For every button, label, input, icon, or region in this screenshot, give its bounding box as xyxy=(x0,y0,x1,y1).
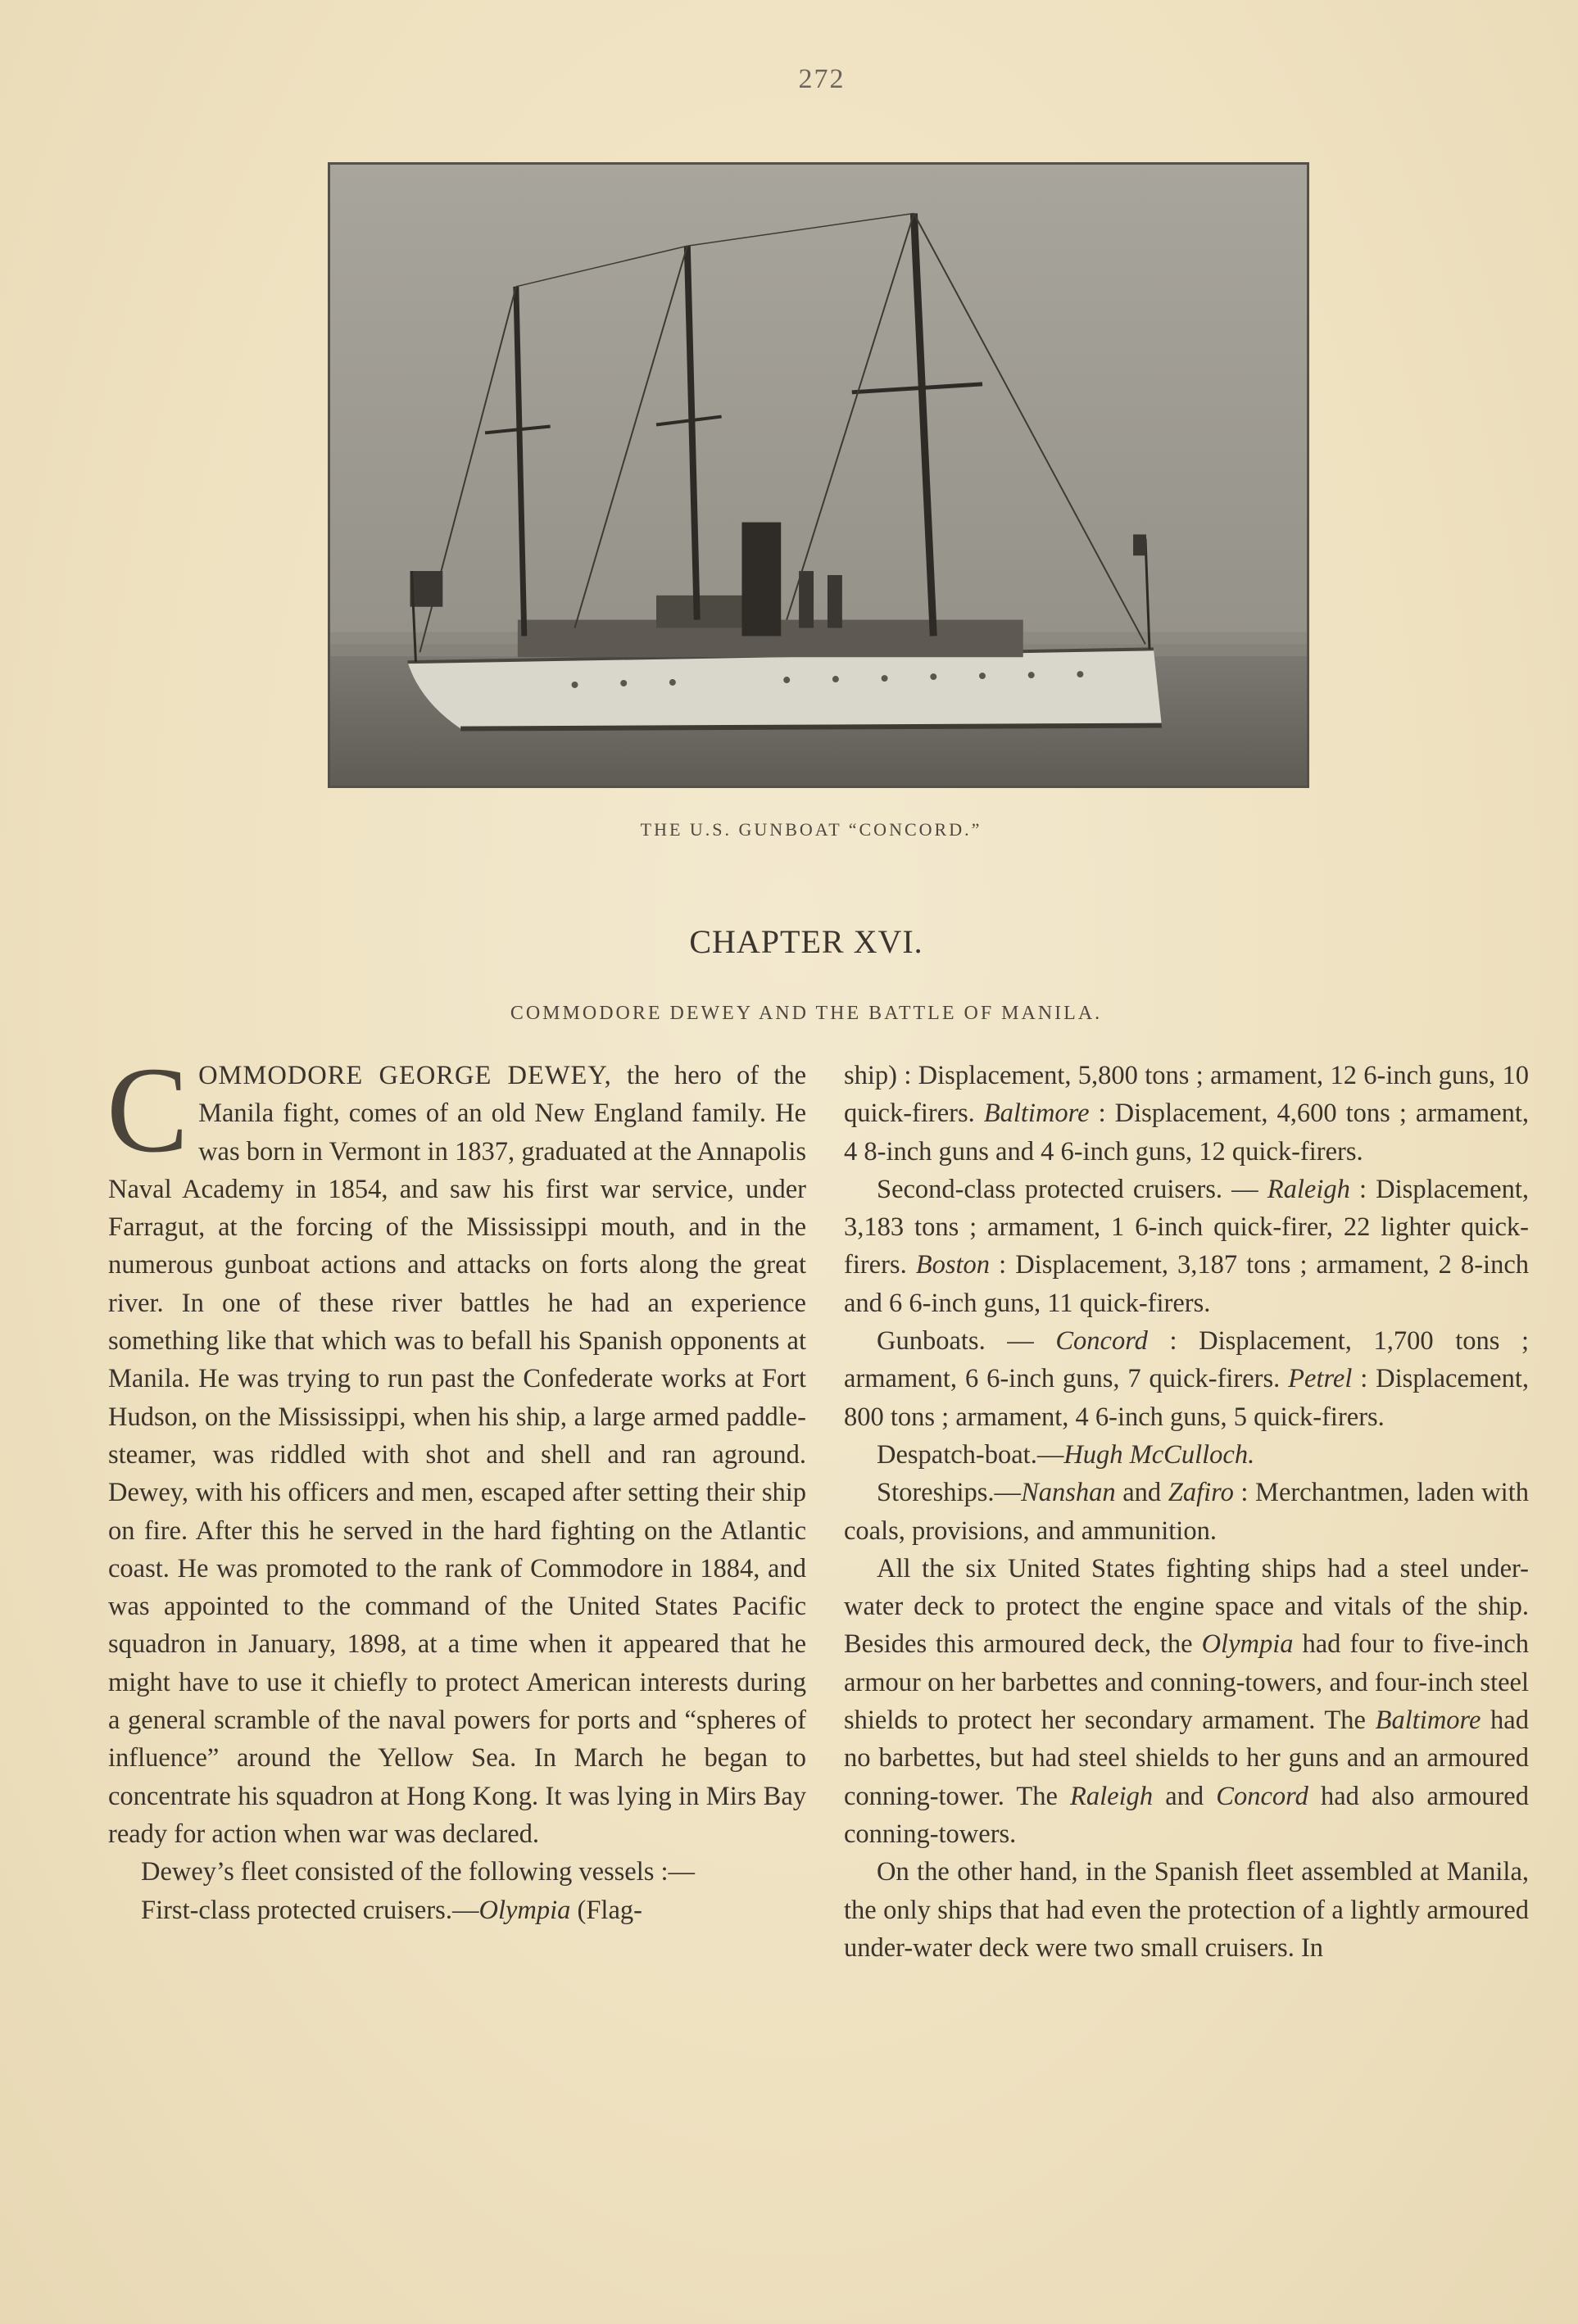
paragraph xyxy=(108,1891,806,1929)
paragraph-text: : Merchantmen, laden with coals, provisions, and ammunition. xyxy=(844,1478,1529,1546)
paragraph xyxy=(844,1436,1529,1474)
paragraph xyxy=(844,1057,1529,1171)
paragraph-text: ship) : Displacement, 5,800 tons ; armament, 12 6-inch guns, 10 quick-firers. xyxy=(844,1061,1529,1129)
page-number: 272 xyxy=(798,64,846,94)
ship-name: Olympia xyxy=(478,1895,571,1925)
vent-2 xyxy=(828,575,842,627)
paragraph: On the other hand, in the Spanish fleet assembled at Manila, the only ships that had even the protection of a lightly armoured under-water deck were two small cruisers. In xyxy=(844,1857,1529,1963)
paragraph-text: : Displacement, 4,600 tons ; armament, 4 8-inch guns and 4 6-inch guns, 12 quick-firers. xyxy=(844,1099,1529,1167)
paragraph-text: had four to five-inch armour on her barbettes and conning-towers, and four-inch steel shields to protect her secondary armament. The xyxy=(844,1629,1530,1736)
paragraph-text: the hero of the Manila fight, comes of an old New England family. He was born in Vermont in 1837, graduated at the Annapolis Naval Academy in 1854, and saw his first war service, under Farragut, at the forcing of the Mississippi mouth, and in the numerous gunboat actions and attacks on forts along the great river. In one of these river battles he had an experience something like that which was to befall his Spanish opponents at Manila. He was trying to run past the Confederate works at Fort Hudson, on the Mississippi, when his ship, a large armed paddle-steamer, was riddled with shot and shell and ran aground. Dewey, with his officers and men, escaped after setting their ship on fire. After this he served in the hard fighting on the Atlantic coast. He was promoted to the rank of Commodore in 1884, and was appointed to the command of the United States Pacific squadron in January, 1898, at a time when it appeared that he might have to use it chiefly to protect American interests during a general scramble of the naval powers for ports and “spheres of influence” around the Yellow Sea. In March he began to concentrate his squadron at Hong Kong. It was lying in Mirs Bay ready for action when war was declared. xyxy=(108,1061,807,1849)
bridge xyxy=(656,596,754,628)
paragraph xyxy=(844,1322,1529,1436)
figure-caption: THE U.S. GUNBOAT “CONCORD.” xyxy=(640,819,982,840)
paragraph xyxy=(844,1171,1529,1322)
vent-1 xyxy=(799,571,814,627)
left-column xyxy=(107,1042,807,1929)
chapter-subtitle: COMMODORE DEWEY AND THE BATTLE OF MANILA. xyxy=(510,1003,1103,1024)
ship-name: Petrel xyxy=(1288,1364,1353,1394)
paragraph-text: All the six United States fighting ships had a steel under-water deck to protect the engine space and vitals of the ship. Besides this armoured deck, the xyxy=(844,1553,1529,1660)
paragraph-text: : Displacement, 3,187 tons ; armament, 2 8-inch and 6 6-inch guns, 11 quick-firers. xyxy=(844,1250,1530,1318)
ship-name: Raleigh xyxy=(1267,1174,1350,1204)
paragraph-text: First-class protected cruisers.— xyxy=(141,1895,479,1925)
drop-cap: C xyxy=(107,1042,189,1178)
paragraph-text: Gunboats. — xyxy=(877,1326,1056,1357)
paragraph-text: : Displacement, 3,183 tons ; armament, 1 6-inch quick-firer, 22 lighter quick-firers. xyxy=(844,1174,1529,1280)
ship-name: Nanshan xyxy=(1021,1478,1116,1508)
paragraph: Dewey’s fleet consisted of the following vessels :— xyxy=(141,1857,696,1887)
paragraph-text: : Displacement, 1,700 tons ; armament, 6 6-inch guns, 7 quick-firers. xyxy=(844,1326,1529,1394)
paragraph-text: : Displacement, 800 tons ; armament, 4 6-inch guns, 5 quick-firers. xyxy=(844,1364,1529,1432)
ship-illustration xyxy=(330,165,1307,786)
paragraph xyxy=(844,1474,1529,1550)
funnel xyxy=(741,523,781,636)
ship-name: Raleigh xyxy=(1070,1781,1154,1811)
flag-stern xyxy=(410,571,443,607)
ship-name: Baltimore xyxy=(983,1099,1090,1129)
paragraph-text: and xyxy=(1153,1781,1217,1811)
paragraph-text: Second-class protected cruisers. — xyxy=(877,1174,1267,1204)
ship-waterline xyxy=(460,726,1162,729)
paragraph-text: (Flag- xyxy=(570,1895,642,1925)
paragraph xyxy=(107,1042,807,1853)
paragraph-text: Storeships.— xyxy=(877,1478,1022,1508)
flag-bow xyxy=(1133,534,1146,555)
ship-name: Concord xyxy=(1055,1326,1148,1357)
ship-name: Hugh McCulloch. xyxy=(1063,1439,1255,1470)
opening-words: OMMODORE GEORGE DEWEY, xyxy=(198,1061,612,1090)
ship-name: Olympia xyxy=(1201,1629,1294,1660)
ship-name: Concord xyxy=(1216,1781,1308,1811)
paragraph-text: Despatch-boat.— xyxy=(877,1439,1064,1470)
paragraph xyxy=(844,1550,1529,1853)
right-column xyxy=(844,1057,1529,1967)
paragraph-text: had no barbettes, but had steel shields to her guns and an armoured conning-tower. The xyxy=(844,1706,1529,1811)
chapter-title: CHAPTER XVI. xyxy=(689,923,923,960)
ship-name: Boston xyxy=(915,1250,991,1280)
ship-name: Zafiro xyxy=(1168,1478,1234,1508)
gunboat-photograph xyxy=(328,162,1309,788)
paragraph-text: and xyxy=(1115,1478,1168,1508)
ship-name: Baltimore xyxy=(1375,1706,1481,1736)
paragraph-text: had also armoured conning-towers. xyxy=(844,1781,1529,1849)
